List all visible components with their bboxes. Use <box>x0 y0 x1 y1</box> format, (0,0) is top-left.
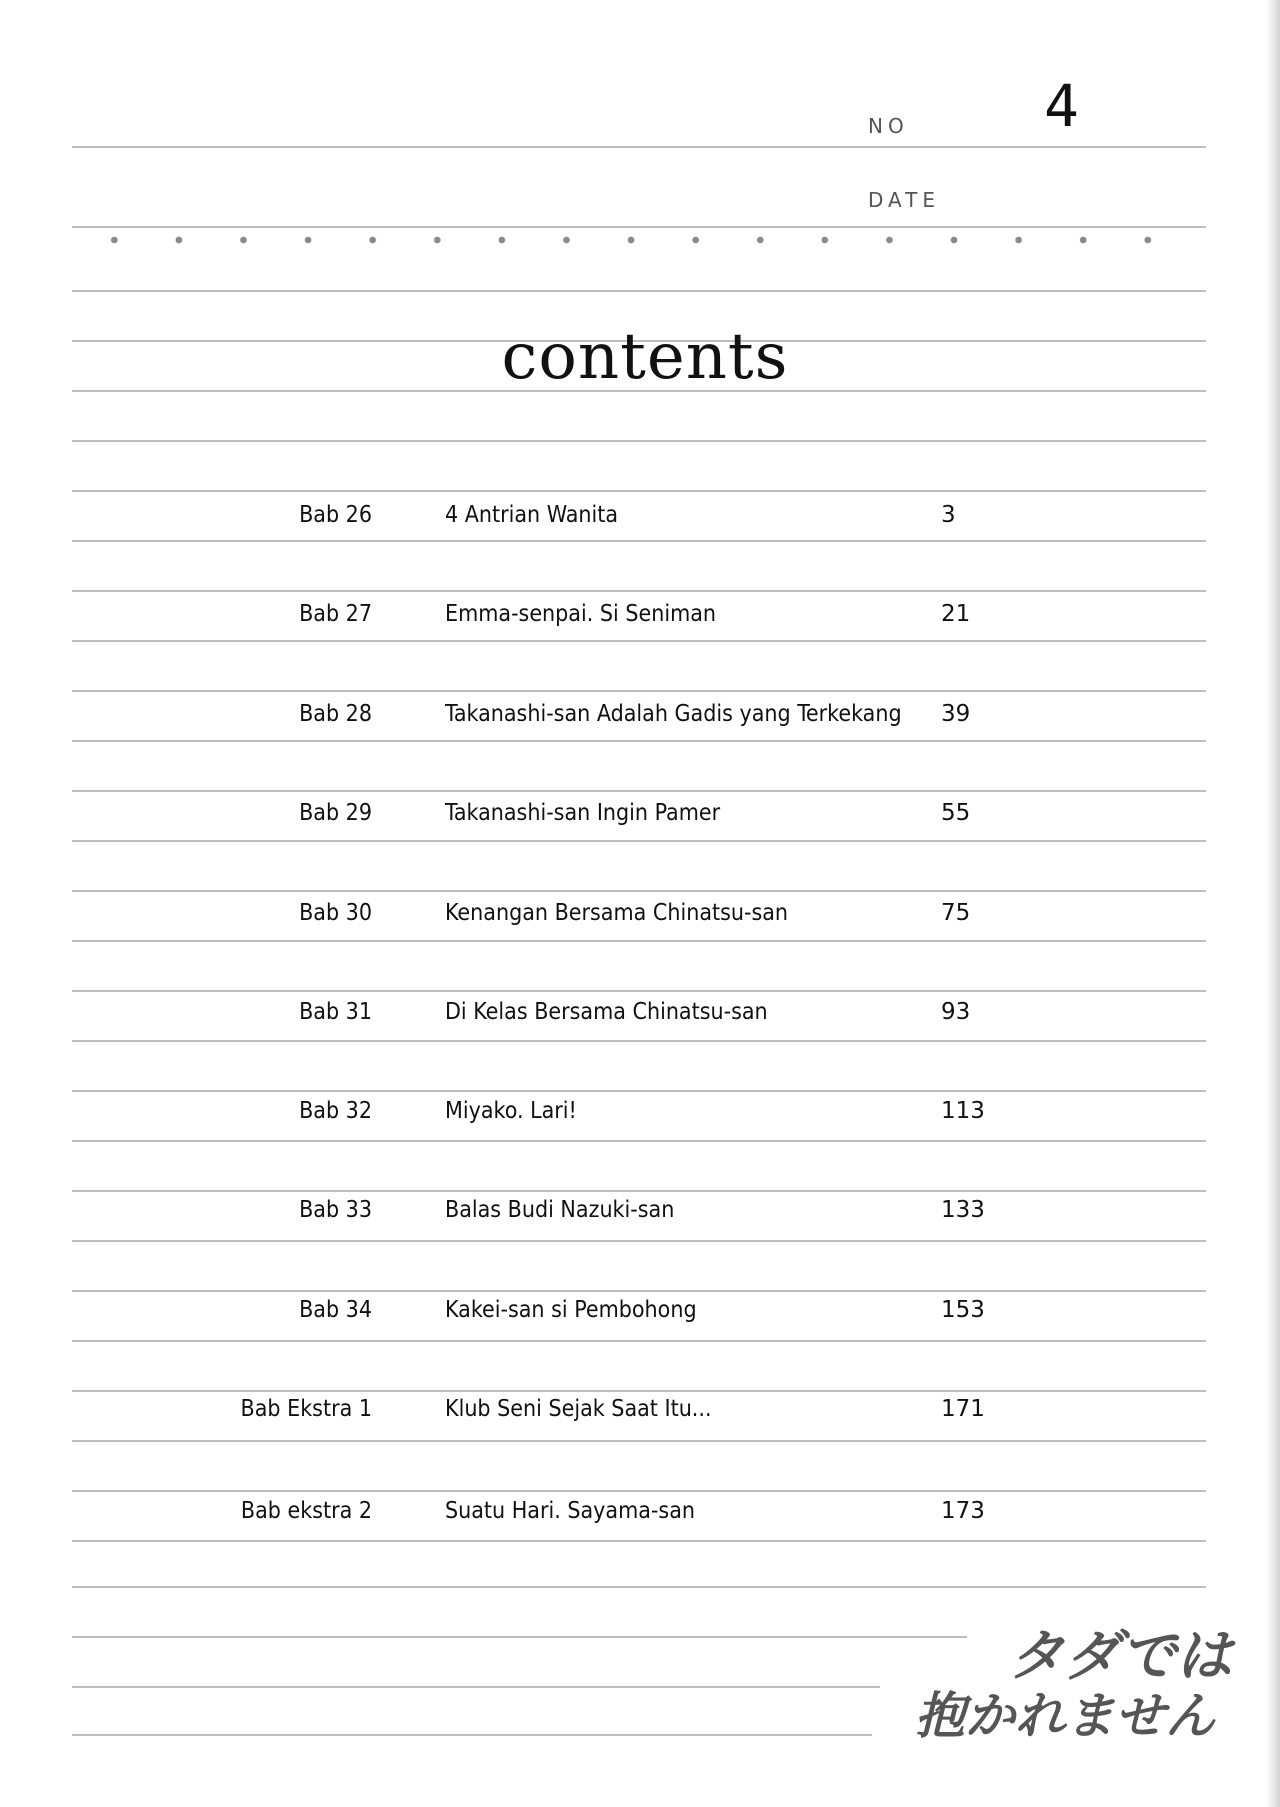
ruled-line <box>72 1734 872 1736</box>
toc-chapter-title: Miyako. Lari! <box>445 1098 577 1124</box>
toc-entry <box>0 1297 1280 1337</box>
ruled-line <box>72 1140 1206 1142</box>
logo-line-2: 抱かれません <box>915 1687 1215 1745</box>
toc-page-number: 55 <box>941 800 971 826</box>
toc-entry <box>0 999 1280 1039</box>
ruled-line <box>72 1190 1206 1192</box>
toc-chapter-title: Takanashi-san Adalah Gadis yang Terkekang <box>445 701 902 727</box>
toc-page-number: 153 <box>941 1297 985 1323</box>
ruled-line <box>72 790 1206 792</box>
ruled-line <box>72 990 1206 992</box>
toc-page-number: 133 <box>941 1197 985 1223</box>
toc-entry <box>0 800 1280 840</box>
toc-page-number: 171 <box>941 1396 985 1422</box>
ruled-line <box>72 940 1206 942</box>
toc-entry <box>0 1197 1280 1237</box>
toc-entry <box>0 601 1280 641</box>
toc-chapter-title: Klub Seni Sejak Saat Itu... <box>445 1396 712 1422</box>
toc-chapter: Bab ekstra 2 <box>240 1498 372 1524</box>
ruled-line <box>72 440 1206 442</box>
toc-chapter: Bab 27 <box>299 601 372 627</box>
toc-chapter-title: Suatu Hari. Sayama-san <box>445 1498 695 1524</box>
ruled-line <box>72 1040 1206 1042</box>
toc-entry <box>0 900 1280 940</box>
toc-page-number: 113 <box>941 1098 985 1124</box>
toc-entry <box>0 1498 1280 1538</box>
toc-chapter: Bab 32 <box>299 1098 372 1124</box>
ruled-line <box>72 490 1206 492</box>
toc-chapter: Bab 28 <box>299 701 372 727</box>
ruled-line <box>72 146 1206 148</box>
toc-chapter-title: Balas Budi Nazuki-san <box>445 1197 675 1223</box>
page-title: contents <box>501 320 789 394</box>
toc-chapter: Bab Ekstra 1 <box>240 1396 372 1422</box>
series-logo <box>915 1612 1235 1752</box>
ruled-line <box>72 1490 1206 1492</box>
ruled-line <box>72 890 1206 892</box>
ruled-line <box>72 690 1206 692</box>
toc-chapter: Bab 33 <box>299 1197 372 1223</box>
toc-chapter-title: Kenangan Bersama Chinatsu-san <box>445 900 789 926</box>
ruled-line <box>72 1540 1206 1542</box>
toc-chapter: Bab 30 <box>299 900 372 926</box>
ruled-line <box>72 1686 880 1688</box>
ruled-line <box>72 1090 1206 1092</box>
toc-entry <box>0 701 1280 741</box>
toc-page-number: 173 <box>941 1498 985 1524</box>
toc-chapter-title: Kakei-san si Pembohong <box>445 1297 697 1323</box>
ruled-line <box>72 1290 1206 1292</box>
toc-page-number: 75 <box>941 900 971 926</box>
ruled-line <box>72 590 1206 592</box>
ruled-line <box>72 290 1206 292</box>
toc-chapter: Bab 34 <box>299 1297 372 1323</box>
toc-chapter-title: Takanashi-san Ingin Pamer <box>445 800 721 826</box>
ruled-line <box>72 1240 1206 1242</box>
toc-chapter-title: Di Kelas Bersama Chinatsu-san <box>445 999 768 1025</box>
ruled-line <box>72 1586 1206 1588</box>
toc-entry <box>0 502 1280 542</box>
toc-entry <box>0 1396 1280 1436</box>
logo-line-1: タダでは <box>1008 1624 1232 1689</box>
ruled-line <box>72 226 1206 228</box>
ruled-line <box>72 1440 1206 1442</box>
toc-chapter: Bab 26 <box>299 502 372 528</box>
toc-chapter-title: 4 Antrian Wanita <box>445 502 619 528</box>
no-label: NO <box>868 114 909 138</box>
ruled-line <box>72 840 1206 842</box>
date-label: DATE <box>868 188 941 212</box>
toc-chapter: Bab 29 <box>299 800 372 826</box>
toc-entry <box>0 1098 1280 1138</box>
toc-page-number: 3 <box>941 502 956 528</box>
toc-chapter-title: Emma-senpai. Si Seniman <box>445 601 717 627</box>
no-value: 4 <box>1044 72 1079 140</box>
ruled-line <box>72 1636 967 1638</box>
toc-page-number: 39 <box>941 701 971 727</box>
ruled-line <box>72 1340 1206 1342</box>
toc-page-number: 21 <box>941 601 971 627</box>
toc-page-number: 93 <box>941 999 971 1025</box>
toc-chapter: Bab 31 <box>299 999 372 1025</box>
ruled-line <box>72 1390 1206 1392</box>
dotted-divider <box>82 236 1192 244</box>
